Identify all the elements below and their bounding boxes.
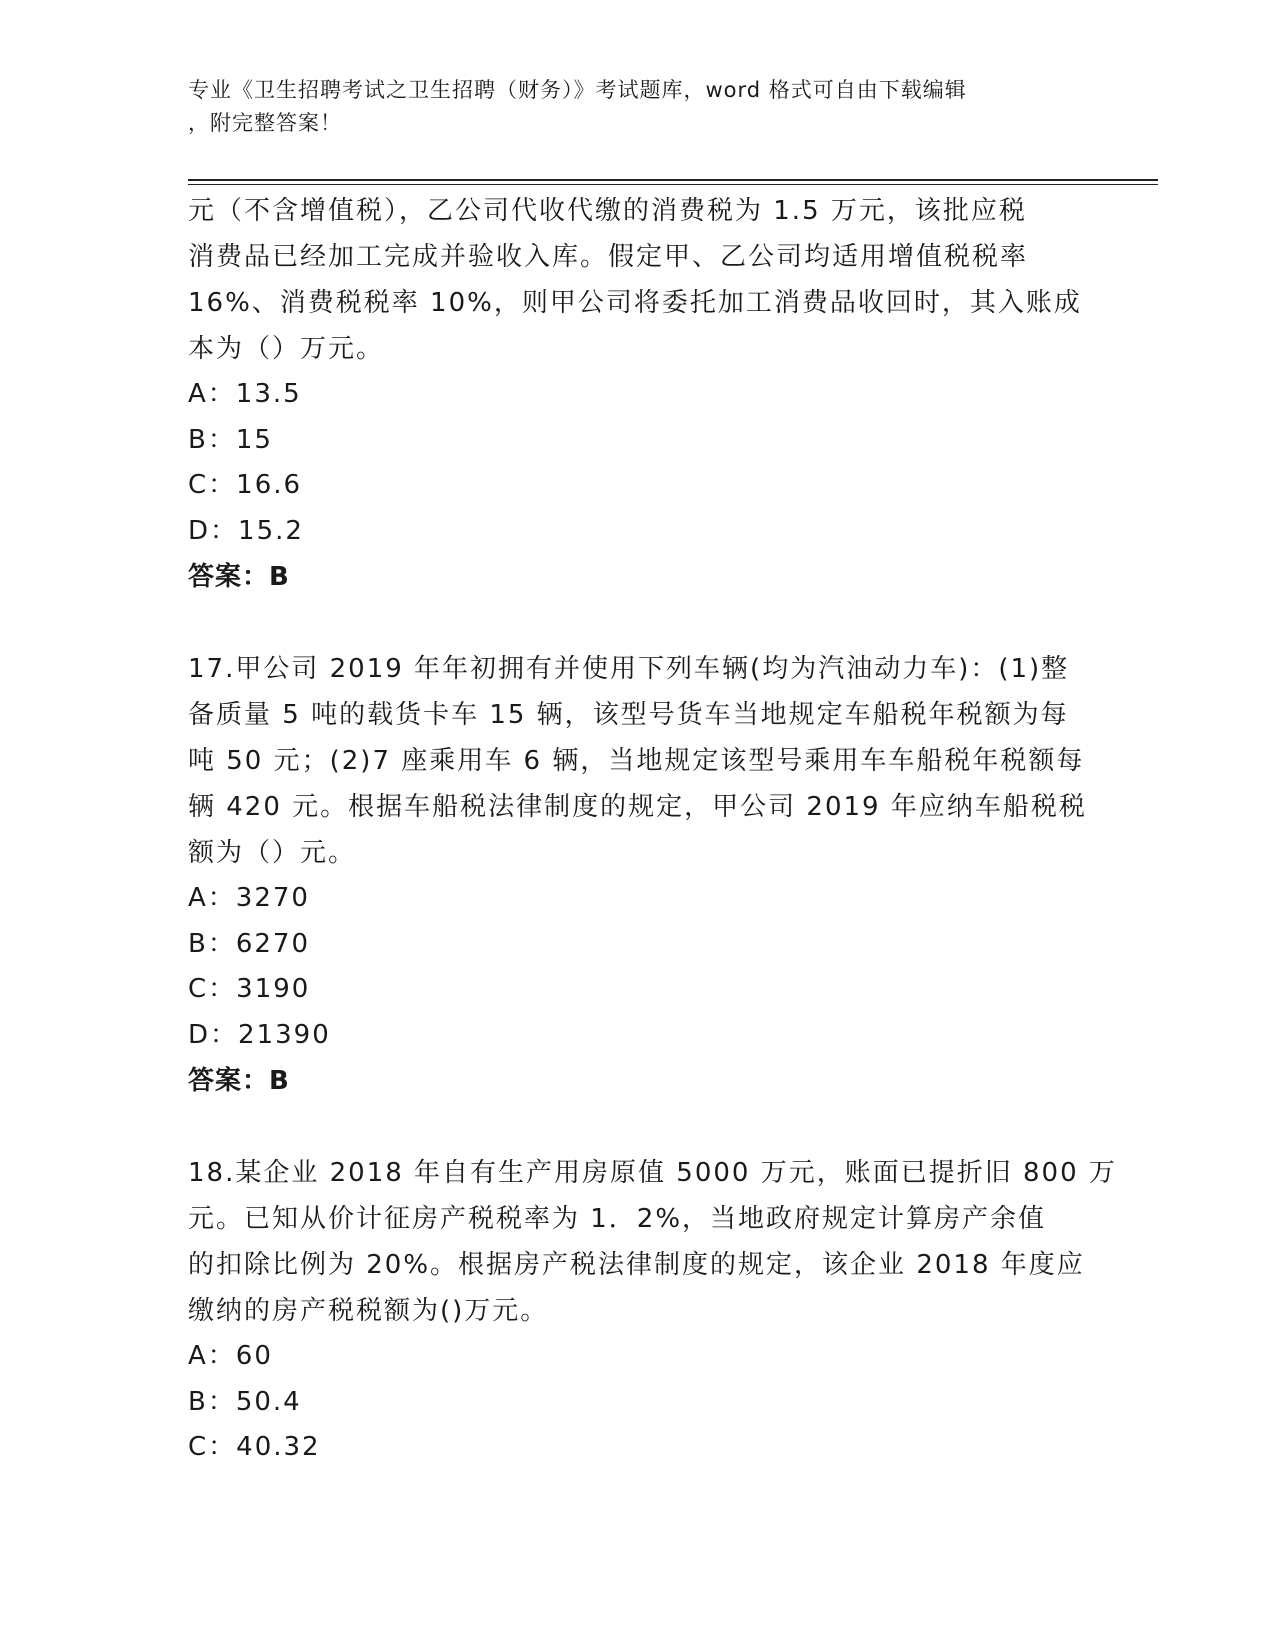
answer-text: 答案：B (188, 1066, 290, 1096)
option-b: B：15 (188, 424, 273, 455)
question-17 (188, 646, 1088, 1104)
option-d: D：15.2 (188, 515, 304, 546)
spacer (188, 1104, 1088, 1150)
question-line: 吨 50 元；(2)7 座乘用车 6 辆，当地规定该型号乘用车车船税年税额每 (188, 746, 1085, 776)
question-line: 17.甲公司 2019 年年初拥有并使用下列车辆(均为汽油动力车)：(1)整 (188, 654, 1070, 684)
question-line: 辆 420 元。根据车船税法律制度的规定，甲公司 2019 年应纳车船税税 (188, 792, 1087, 822)
question-line: 18.某企业 2018 年自有生产用房原值 5000 万元，账面已提折旧 800 万 (188, 1158, 1117, 1188)
option-c: C：16.6 (188, 470, 303, 500)
question-line: 缴纳的房产税税额为()万元。 (188, 1296, 549, 1326)
header-line-1: 专业《卫生招聘考试之卫生招聘（财务）》考试题库，word 格式可自由下载编辑 (188, 78, 967, 102)
option-b: B：6270 (188, 928, 311, 959)
header-divider-thick (188, 179, 1158, 181)
option-c: C：3190 (188, 974, 311, 1004)
header-line-2: ，附完整答案！ (188, 111, 342, 135)
option-a: A：60 (188, 1341, 273, 1371)
question-line: 消费品已经加工完成并验收入库。假定甲、乙公司均适用增值税税率 (188, 242, 1029, 272)
header-divider-thin (188, 184, 1158, 185)
page-header (188, 74, 1068, 140)
question-line: 元。已知从价计征房产税税率为 1．2%，当地政府规定计算房产余值 (188, 1204, 1047, 1234)
question-18 (188, 1150, 1117, 1471)
question-16-stem (188, 188, 1088, 372)
spacer (188, 600, 1088, 646)
option-a: A：3270 (188, 883, 310, 913)
option-b: B：50.4 (188, 1386, 302, 1417)
answer-text: 答案：B (188, 562, 290, 592)
question-line: 额为（）元。 (188, 838, 357, 868)
question-16 (188, 188, 1088, 600)
question-line: 16%、消费税税率 10%，则甲公司将委托加工消费品收回时，其入账成 (188, 288, 1082, 318)
question-line: 备质量 5 吨的载货卡车 15 辆，该型号货车当地规定车船税年税额为每 (188, 700, 1069, 730)
option-a: A：13.5 (188, 379, 302, 409)
option-d: D：21390 (188, 1019, 331, 1050)
question-line: 本为（）万元。 (188, 334, 385, 364)
question-line: 的扣除比例为 20%。根据房产税法律制度的规定，该企业 2018 年度应 (188, 1250, 1085, 1280)
document-body (188, 188, 1117, 1471)
question-18-stem (188, 1150, 1117, 1334)
option-c: C：40.32 (188, 1432, 321, 1462)
question-line: 元（不含增值税），乙公司代收代缴的消费税为 1.5 万元，该批应税 (188, 196, 1027, 226)
question-17-stem (188, 646, 1088, 876)
